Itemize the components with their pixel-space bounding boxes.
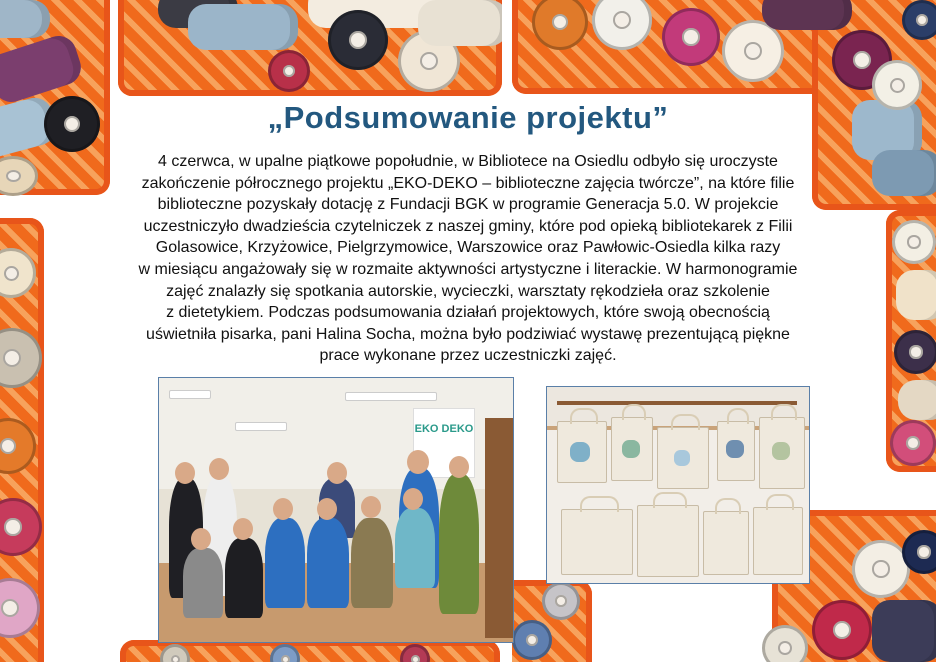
person-head <box>233 518 253 540</box>
ceiling-lamp <box>169 390 211 399</box>
bags-photo <box>546 386 810 584</box>
person <box>395 508 435 588</box>
summary-line: zajęć znalazły się spotkania autorskie, wycieczki, warsztaty rękodzieła oraz szkolenie <box>166 282 770 300</box>
decorated-bag <box>657 427 709 489</box>
decor-spools-right <box>876 210 936 472</box>
ceiling-lamp <box>235 422 287 431</box>
person-head <box>449 456 469 478</box>
summary-line: z dietetykiem. Podczas podsumowania działań projektowych, które swoją obecnością <box>166 304 770 322</box>
group-photo <box>158 377 514 643</box>
decor-spools-top-center <box>118 0 502 98</box>
person-head <box>361 496 381 518</box>
decorated-bag <box>637 505 699 577</box>
decorated-bag <box>557 421 607 483</box>
decorated-bag <box>611 417 653 481</box>
decor-spools-bottom-left <box>120 640 500 662</box>
person <box>265 518 305 608</box>
person-head <box>407 450 429 474</box>
banner-text: EKO DEKO <box>414 423 474 435</box>
summary-line: w miesiącu angażowały się w rozmaite aktywności artystyczne i literackie. W harmonogramie <box>138 260 798 278</box>
person-head <box>209 458 229 480</box>
summary-line: 4 czerwca, w upalne piątkowe popołudnie, w Bibliotece na Osiedlu odbyło się uroczyste <box>158 153 778 170</box>
project-summary-text <box>60 151 876 367</box>
person <box>351 518 393 608</box>
person <box>439 474 479 614</box>
summary-line: zakończenie półrocznego projektu „EKO-DEKO – biblioteczne zajęcia twórcze”, na które filie <box>141 174 795 192</box>
decorated-bag <box>717 421 755 481</box>
summary-line: biblioteczne pozyskały dotację z Fundacji BGK w programie Generacja 5.0. W projekcie <box>157 196 779 214</box>
person-head <box>175 462 195 484</box>
person-head <box>191 528 211 550</box>
person-head <box>317 498 337 520</box>
page-title: „Podsumowanie projektu” <box>267 100 669 135</box>
display-rack <box>557 401 797 405</box>
summary-line: prace wykonane przez uczestniczki zajęć. <box>319 347 617 365</box>
person-head <box>327 462 347 484</box>
decorated-bag <box>703 511 749 575</box>
person-head <box>273 498 293 520</box>
summary-line: Golasowice, Krzyżowice, Pielgrzymowice, Warszowice oraz Pawłowic-Osiedla kilka razy <box>155 239 781 257</box>
summary-line: uświetniła pisarka, pani Halina Socha, można było podziwiać wystawę prezentującą piękne <box>146 325 790 343</box>
summary-line: uczestniczyło dwadzieścia czytelniczek z naszej gminy, które pod opieką bibliotekarek z Filii <box>143 217 793 235</box>
decorated-bag <box>561 509 633 575</box>
person <box>225 538 263 618</box>
person <box>307 518 349 608</box>
person-head <box>403 488 423 510</box>
bookshelf <box>485 418 513 638</box>
decor-spools-left <box>0 218 46 662</box>
decorated-bag <box>753 507 803 575</box>
person <box>183 548 223 618</box>
ceiling-lamp <box>345 392 437 401</box>
decorated-bag <box>759 417 805 489</box>
